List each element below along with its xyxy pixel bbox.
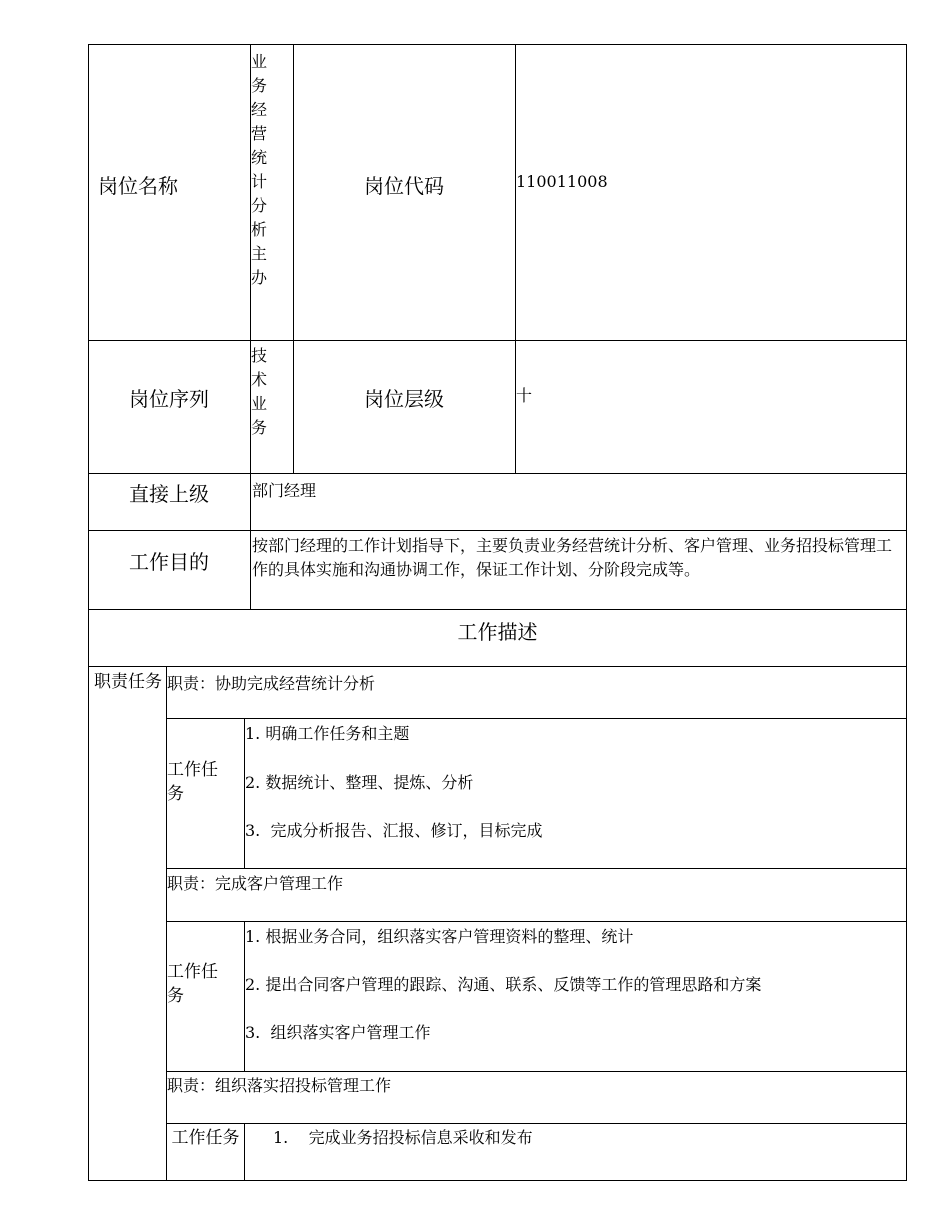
task-label: 工作任务 xyxy=(167,962,218,1006)
superior-value: 部门经理 xyxy=(252,481,317,500)
task-item: 3. 组织落实客户管理工作 xyxy=(245,1023,431,1042)
task-label: 工作任务 xyxy=(171,1128,240,1148)
job-code-label: 岗位代码 xyxy=(364,174,444,198)
duty-title: 职责：组织落实招投标管理工作 xyxy=(167,1076,392,1095)
task-label: 工作任务 xyxy=(167,760,218,804)
superior-label: 直接上级 xyxy=(129,482,209,506)
task-item: 2. 数据统计、整理、提炼、分析 xyxy=(245,773,474,792)
job-name-label: 岗位名称 xyxy=(98,174,178,198)
purpose-label: 工作目的 xyxy=(129,550,209,574)
job-sequence-value: 技术业务 xyxy=(251,346,268,437)
duty-column-label: 职责任务 xyxy=(94,672,162,692)
job-name-value: 业务经营统计分析主办 xyxy=(251,52,268,287)
job-level-label: 岗位层级 xyxy=(364,387,444,411)
duty-title: 职责：完成客户管理工作 xyxy=(167,874,344,893)
job-code-value: 110011008 xyxy=(516,172,608,191)
job-sequence-label: 岗位序列 xyxy=(129,387,209,411)
job-level-value: 十 xyxy=(516,386,533,405)
task-item: 1. 根据业务合同，组织落实客户管理资料的整理、统计 xyxy=(245,927,634,946)
task-item: 1. 明确工作任务和主题 xyxy=(245,724,410,743)
task-item: 1. 完成业务招投标信息采收和发布 xyxy=(273,1128,533,1147)
purpose-value: 按部门经理的工作计划指导下，主要负责业务经营统计分析、客户管理、业务招投标管理工作的具体实施和沟通协调工作，保证工作计划、分阶段完成等。 xyxy=(252,536,893,579)
section-title: 工作描述 xyxy=(457,620,538,644)
task-item: 2. 提出合同客户管理的跟踪、沟通、联系、反馈等工作的管理思路和方案 xyxy=(245,975,762,994)
task-item: 3. 完成分析报告、汇报、修订，目标完成 xyxy=(245,821,543,840)
duty-title: 职责：协助完成经营统计分析 xyxy=(167,674,376,693)
